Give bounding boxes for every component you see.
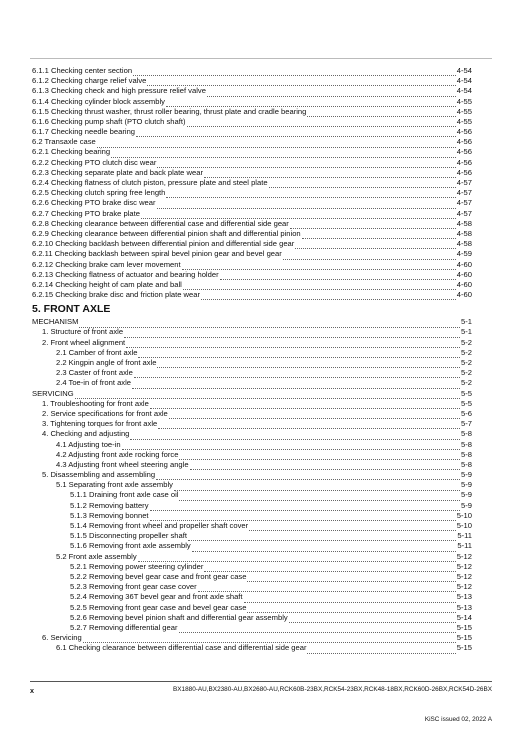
toc-entry[interactable] (32, 348, 472, 358)
toc-entry-page: 4-59 (456, 249, 472, 259)
toc-entry-page: 4-56 (456, 127, 472, 137)
toc-entry-page: 5-11 (457, 541, 472, 551)
dot-leader (132, 381, 460, 389)
dot-leader (126, 340, 460, 348)
toc-entry-page: 5-1 (461, 327, 472, 337)
toc-entry-page: 5-2 (461, 337, 472, 347)
dot-leader (169, 411, 460, 419)
toc-entry-title: 6.2.6 Checking PTO brake disc wear (32, 198, 156, 208)
toc-entry-page: 4-60 (456, 279, 472, 289)
dot-leader (134, 370, 460, 378)
toc-entry[interactable] (32, 198, 472, 208)
toc-entry-page: 5-7 (461, 419, 472, 429)
toc-entry-title: 5.1.2 Removing battery (70, 500, 149, 510)
toc-entry[interactable] (32, 368, 472, 378)
toc-entry-page: 4-54 (456, 86, 472, 96)
toc-entry[interactable] (32, 552, 472, 562)
toc-entry-page: 4-54 (456, 65, 472, 75)
toc-entry-page: 5-12 (456, 582, 472, 592)
toc-entry[interactable] (32, 603, 472, 613)
toc-entry[interactable] (32, 491, 472, 501)
dot-leader (133, 68, 456, 76)
toc-entry-title: 4.2 Adjusting front axle rocking force (56, 449, 179, 459)
toc-entry-title: 6.1.6 Checking pump shaft (PTO clutch shaft) (32, 116, 186, 126)
toc-entry-title: 6.1.4 Checking cylinder block assembly (32, 96, 165, 106)
toc-entry[interactable] (32, 107, 472, 117)
toc-entry-title: 6.1.5 Checking thrust washer, thrust roller bearing, thrust plate and cradle bearing (32, 106, 307, 116)
toc-entry-title: 2. Front wheel alignment (42, 337, 126, 347)
toc-entry-title: 5. Disassembling and assembling (42, 470, 156, 480)
dot-leader (307, 646, 455, 654)
toc-entry-page: 5-1 (461, 317, 472, 327)
dot-leader (147, 78, 455, 86)
toc-entry-page: 5-8 (461, 429, 472, 439)
toc-entry-page: 4-60 (456, 259, 472, 269)
toc-entry-page: 5-9 (461, 500, 472, 510)
dot-leader (157, 160, 455, 168)
top-divider (30, 58, 492, 59)
dot-leader (122, 442, 460, 450)
toc-entry-title: 4.1 Adjusting toe-in (56, 439, 121, 449)
toc-entry[interactable] (32, 76, 472, 86)
toc-entry-title: 5.2.5 Removing front gear case and bevel gear case (70, 602, 247, 612)
toc-entry[interactable] (32, 623, 472, 633)
toc-entry-page: 5-15 (456, 643, 472, 653)
toc-entry-title: 6.2.1 Checking bearing (32, 147, 111, 157)
dot-leader (204, 564, 455, 572)
toc-entry-page: 4-56 (456, 147, 472, 157)
toc-entry-page: 5-2 (461, 358, 472, 368)
toc-entry-page: 5-13 (456, 592, 472, 602)
toc-entry-page: 5-2 (461, 378, 472, 388)
dot-leader (188, 533, 456, 541)
toc-entry[interactable] (32, 168, 472, 178)
toc-entry[interactable] (32, 562, 472, 572)
toc-entry[interactable] (32, 409, 472, 419)
toc-entry[interactable] (32, 219, 472, 229)
toc-entry[interactable] (32, 633, 472, 643)
toc-entry[interactable] (32, 338, 472, 348)
dot-leader (179, 452, 460, 460)
toc-entry-page: 5-2 (461, 347, 472, 357)
toc-entry-title: 6.1.2 Checking charge relief valve (32, 76, 147, 86)
dot-leader (290, 221, 456, 229)
dot-leader (249, 523, 456, 531)
toc-entry-title: 5.2.4 Removing 36T bevel gear and front axle shaft (70, 592, 243, 602)
toc-entry[interactable] (32, 592, 472, 602)
toc-entry-page: 4-58 (456, 239, 472, 249)
toc-entry-page: 4-56 (456, 157, 472, 167)
dot-leader (166, 190, 455, 198)
toc-entry-title: 6.2.4 Checking flatness of clutch piston, pressure plate and steel plate (32, 178, 268, 188)
toc-entry-title: 6.2.15 Checking brake disc and friction plate wear (32, 290, 201, 300)
toc-entry-page: 5-8 (461, 449, 472, 459)
toc-entry-page: 5-13 (456, 602, 472, 612)
toc-entry-title: 6.2.9 Checking clearance between differential pinion shaft and differential pinion (32, 228, 301, 238)
toc-entry-page: 4-57 (456, 198, 472, 208)
dot-leader (157, 201, 456, 209)
toc-entry-title: 1. Structure of front axle (42, 327, 124, 337)
toc-entry-page: 5-9 (461, 470, 472, 480)
dot-leader (79, 320, 460, 328)
toc-entry[interactable] (32, 260, 472, 270)
toc-entry-page: 5-11 (457, 531, 472, 541)
dot-leader (97, 140, 456, 148)
toc-entry[interactable] (32, 572, 472, 582)
toc-entry[interactable] (32, 429, 472, 439)
toc-entry-page: 4-57 (456, 178, 472, 188)
toc-entry-title: 6.2.10 Checking backlash between differential pinion and differential side gear (32, 239, 295, 249)
toc-entry[interactable] (32, 470, 472, 480)
toc-entry-title: 5.2.3 Removing front gear case cover (70, 582, 197, 592)
toc-entry[interactable] (32, 97, 472, 107)
toc-entry[interactable] (32, 531, 472, 541)
toc-entry-page: 4-55 (456, 106, 472, 116)
dot-leader (150, 503, 461, 511)
toc-entry[interactable] (32, 188, 472, 198)
dot-leader (295, 241, 455, 249)
dot-leader (124, 330, 460, 338)
toc-entry-page: 4-58 (456, 218, 472, 228)
bottom-divider (30, 681, 492, 682)
toc-entry[interactable] (32, 541, 472, 551)
dot-leader (75, 391, 460, 399)
toc-entry[interactable] (32, 209, 472, 219)
dot-leader (83, 635, 456, 643)
toc-entry[interactable] (32, 511, 472, 521)
toc-entry-title: 6.2.12 Checking brake cam lever movement (32, 259, 181, 269)
dot-leader (150, 401, 460, 409)
dot-leader (111, 150, 456, 158)
toc-entry[interactable] (32, 66, 472, 76)
toc-entry[interactable] (32, 328, 472, 338)
dot-leader (302, 231, 456, 239)
toc-entry-page: 5-5 (461, 388, 472, 398)
toc-entry[interactable] (32, 86, 472, 96)
toc-entry[interactable] (32, 117, 472, 127)
dot-leader (289, 615, 456, 623)
toc-entry-title: 5.1 Separating front axle assembly (56, 480, 173, 490)
dot-leader (192, 544, 457, 552)
toc-entry-page: 4-60 (456, 290, 472, 300)
dot-leader (201, 292, 456, 300)
dot-leader (138, 554, 456, 562)
toc-entry-page: 5-10 (456, 510, 472, 520)
toc-entry-page: 5-9 (461, 480, 472, 490)
toc-entry-title: 5.2.7 Removing differential gear (70, 622, 178, 632)
toc-entry-page: 5-12 (456, 561, 472, 571)
toc-entry-title: 6.2.2 Checking PTO clutch disc wear (32, 157, 157, 167)
toc-entry-title: 6.2.13 Checking flatness of actuator and bearing holder (32, 269, 219, 279)
toc-entry-title: 6.2.8 Checking clearance between differential case and differential side gear (32, 218, 289, 228)
page-number: x (30, 686, 34, 695)
toc-entry[interactable] (32, 643, 472, 653)
dot-leader (182, 262, 456, 270)
dot-leader (187, 119, 456, 127)
dot-leader (307, 109, 455, 117)
toc-entry-title: 2.3 Caster of front axle (56, 368, 133, 378)
toc-entry-title: 5.1.3 Removing bonnet (70, 510, 149, 520)
toc-entry-title: 2.4 Toe-in of front axle (56, 378, 131, 388)
dot-leader (283, 252, 456, 260)
toc-entry-page: 5-12 (456, 571, 472, 581)
toc-entry[interactable] (32, 280, 472, 290)
toc-entry-title: 3. Tightening torques for front axle (42, 419, 158, 429)
toc-entry[interactable] (32, 317, 472, 327)
toc-entry[interactable] (32, 148, 472, 158)
model-list: BX1880-AU,BX2380-AU,BX2680-AU,RCK60B-23BX,RCK54-23BX,RCK48-18BX,RCK60D-26BX,RCK54D-26BX (173, 686, 492, 693)
toc-entry[interactable] (32, 582, 472, 592)
dot-leader (183, 282, 456, 290)
dot-leader (156, 472, 460, 480)
toc-entry-title: 6.2.5 Checking clutch spring free length (32, 188, 166, 198)
toc-entry-page: 4-56 (456, 167, 472, 177)
toc-entry-page: 4-60 (456, 269, 472, 279)
toc-entry-title: SERVICING (32, 388, 74, 398)
toc-entry-page: 4-55 (456, 96, 472, 106)
toc-entry-title: 6.2 Transaxle case (32, 137, 96, 147)
dot-leader (244, 595, 456, 603)
toc-previous-section (32, 66, 472, 300)
toc-entry[interactable] (32, 158, 472, 168)
toc-entry[interactable] (32, 399, 472, 409)
dot-leader (247, 574, 455, 582)
toc-entry-title: 6.2.14 Checking height of cam plate and ball (32, 279, 182, 289)
toc-entry-title: 5.2.2 Removing bevel gear case and front gear case (70, 571, 247, 581)
toc-entry-page: 5-6 (461, 408, 472, 418)
toc-entry[interactable] (32, 419, 472, 429)
dot-leader (158, 421, 460, 429)
toc-entry[interactable] (32, 127, 472, 137)
toc-entry-page: 5-8 (461, 459, 472, 469)
dot-leader (198, 584, 456, 592)
toc-entry-title: 5.1.6 Removing front axle assembly (70, 541, 191, 551)
dot-leader (141, 211, 456, 219)
toc-entry-page: 5-15 (456, 622, 472, 632)
toc-entry-title: 5.2.6 Removing bevel pinion shaft and differential gear assembly (70, 612, 288, 622)
toc-entry-page: 5-10 (456, 521, 472, 531)
toc-entry-title: 6.1.3 Checking check and high pressure relief valve (32, 86, 206, 96)
toc-entry-title: 5.2.1 Removing power steering cylinder (70, 561, 204, 571)
issue-info: KiSC issued 02, 2022 A (424, 716, 492, 723)
toc-entry-page: 4-57 (456, 208, 472, 218)
toc-entry-page: 5-12 (456, 551, 472, 561)
toc-entry-page: 5-15 (456, 633, 472, 643)
section-heading: 5. FRONT AXLE (32, 303, 111, 316)
toc-entry-page: 4-56 (456, 137, 472, 147)
toc-entry-title: 6.2.7 Checking PTO brake plate (32, 208, 140, 218)
toc-entry-page: 5-5 (461, 398, 472, 408)
dot-leader (204, 170, 456, 178)
toc-entry-title: 5.1.5 Disconnecting propeller shaft (70, 531, 187, 541)
toc-entry-page: 5-9 (461, 490, 472, 500)
table-of-contents (32, 66, 472, 654)
toc-entry[interactable] (32, 137, 472, 147)
dot-leader (150, 513, 456, 521)
toc-entry-page: 4-57 (456, 188, 472, 198)
dot-leader (157, 360, 460, 368)
toc-entry-page: 5-8 (461, 439, 472, 449)
toc-entry-page: 5-2 (461, 368, 472, 378)
toc-entry-title: 5.1.1 Draining front axle case oil (70, 490, 179, 500)
toc-entry-title: 2. Service specifications for front axle (42, 408, 168, 418)
dot-leader (207, 89, 456, 97)
dot-leader (220, 272, 456, 280)
dot-leader (166, 99, 456, 107)
toc-entry-title: 6.1.7 Checking needle bearing (32, 127, 136, 137)
toc-entry-title: 5.2 Front axle assembly (56, 551, 137, 561)
dot-leader (130, 432, 460, 440)
toc-entry[interactable] (32, 389, 472, 399)
toc-entry[interactable] (32, 378, 472, 388)
toc-entry-title: 2.2 Kingpin angle of front axle (56, 358, 157, 368)
toc-entry-title: 6. Servicing (42, 633, 82, 643)
toc-entry[interactable] (32, 229, 472, 239)
dot-leader (269, 180, 456, 188)
toc-entry[interactable] (32, 613, 472, 623)
toc-entry-title: 6.1 Checking clearance between differential case and differential side gear (56, 643, 307, 653)
toc-entry[interactable] (32, 249, 472, 259)
toc-entry-page: 4-58 (456, 228, 472, 238)
toc-entry-title: 1. Troubleshooting for front axle (42, 398, 149, 408)
dot-leader (136, 129, 456, 137)
toc-entry[interactable] (32, 521, 472, 531)
dot-leader (247, 605, 455, 613)
dot-leader (138, 350, 460, 358)
toc-entry[interactable] (32, 450, 472, 460)
toc-entry-page: 5-14 (456, 612, 472, 622)
toc-entry[interactable] (32, 358, 472, 368)
toc-entry-title: MECHANISM (32, 317, 79, 327)
dot-leader (179, 625, 456, 633)
toc-entry[interactable] (32, 501, 472, 511)
dot-leader (174, 483, 460, 491)
toc-entry[interactable] (32, 178, 472, 188)
toc-entry-title: 6.2.11 Checking backlash between spiral bevel pinion gear and bevel gear (32, 249, 282, 259)
toc-entry[interactable] (32, 440, 472, 450)
dot-leader (179, 493, 460, 501)
toc-entry[interactable] (32, 460, 472, 470)
toc-entry[interactable] (32, 239, 472, 249)
toc-entry[interactable] (32, 270, 472, 280)
toc-entry[interactable] (32, 290, 472, 300)
toc-entry-page: 4-54 (456, 76, 472, 86)
toc-entry-page: 4-55 (456, 116, 472, 126)
toc-entry-title: 2.1 Camber of front axle (56, 347, 138, 357)
toc-entry-title: 5.1.4 Removing front wheel and propeller shaft cover (70, 521, 249, 531)
toc-entry-title: 4.3 Adjusting front wheel steering angle (56, 459, 189, 469)
toc-entry-title: 6.1.1 Checking center section (32, 65, 133, 75)
toc-entry-title: 4. Checking and adjusting (42, 429, 130, 439)
toc-front-axle-section (32, 317, 472, 653)
toc-entry[interactable] (32, 480, 472, 490)
toc-entry-title: 6.2.3 Checking separate plate and back plate wear (32, 167, 203, 177)
dot-leader (190, 462, 460, 470)
